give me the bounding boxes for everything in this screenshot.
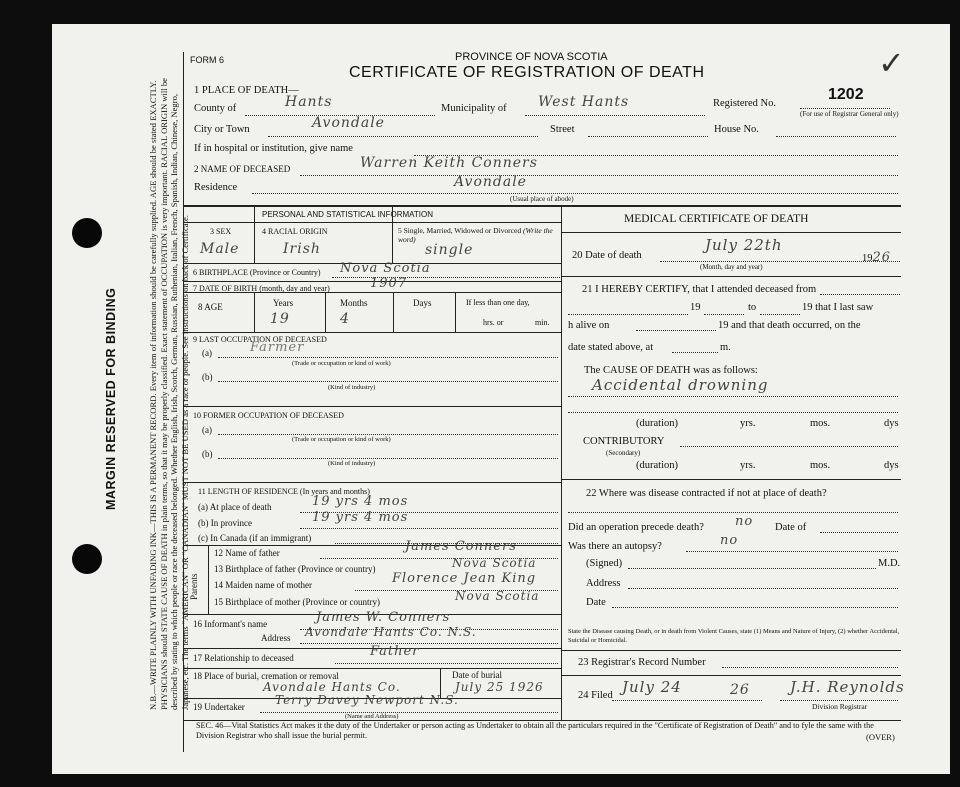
relationship-line: [335, 663, 558, 664]
former-occ-b-line: [218, 458, 558, 459]
undertaker-label: 19 Undertaker: [193, 702, 245, 712]
cause-label: The CAUSE OF DEATH was as follows:: [584, 365, 758, 376]
mother-birth-value: Nova Scotia: [455, 589, 540, 603]
birthplace-value: Nova Scotia: [340, 261, 431, 276]
last-trade-note: (Trade or occupation or kind of work): [292, 360, 391, 367]
filed-value: July 24: [622, 678, 682, 696]
form-number: FORM 6: [190, 55, 225, 65]
over-label: (OVER): [866, 732, 895, 742]
to-year-label: 19: [690, 302, 701, 313]
municipality-line: [525, 115, 705, 116]
house-line: [776, 136, 896, 137]
binding-margin-title: MARGIN RESERVED FOR BINDING: [104, 287, 118, 510]
residence-divider: [183, 482, 561, 483]
secondary-note: (Secondary): [606, 449, 641, 457]
municipality-value: West Hants: [538, 94, 630, 110]
medical-heading-line: [561, 232, 901, 233]
county-value: Hants: [285, 94, 333, 110]
contracted-top-line: [561, 479, 901, 480]
former-occ-b: (b): [202, 449, 213, 459]
undertaker-value: Terry Davey Newport N.S.: [275, 693, 459, 707]
father-birth-value: Nova Scotia: [452, 556, 537, 570]
personal-vline1: [254, 205, 255, 263]
certify-line2c: [760, 314, 800, 315]
length-residence-heading: 11 LENGTH OF RESIDENCE (In years and months): [198, 487, 370, 496]
contracted-line: [568, 512, 898, 513]
parents-side-label: Parents: [189, 573, 199, 600]
marital-label: 5 Single, Married, Widowed or Divorced: [398, 226, 522, 235]
md-label: M.D.: [878, 558, 901, 569]
margin-instructions: N.B.—WRITE PLAINLY WITH UNFADING INK—THIS IS A PERMANENT RECORD. Every item of information should be carefully supplied. AGE should be stated EXACTLY. PHYSICIANS should STATE CAUSE OF DEATH in plain terms, so that it may be properly classified. Exact statement of OCCUPATION is very important. RACIAL ORIGIN will be described by stating to which people or race the deceased belonged. Whether English, Irish, Scotch, German, Russian, Ruthenian, Italian, French, Spanish, Indian, Chinese, Negro, Japanese, etc. The terms "AMERICAN" OR "CANADIAN" MUST NOT BE USED as a race or people. See instructions on back of Certificate.: [148, 78, 190, 710]
certify-line2b: [704, 314, 744, 315]
medical-heading: MEDICAL CERTIFICATE OF DEATH: [624, 213, 809, 225]
undertaker-note: (Name and Address): [345, 713, 399, 720]
age-vline1: [254, 292, 255, 332]
marital-label-wrap: [398, 226, 558, 244]
marital-value: single: [425, 242, 474, 258]
contracted-label: 22 Where was disease contracted if not at place of death?: [586, 488, 827, 499]
hospital-label: If in hospital or institution, give name: [194, 143, 353, 154]
death-date-note: (Month, day and year): [700, 263, 763, 271]
filed-year-value: 26: [730, 682, 750, 698]
parents-side-vline: [208, 545, 209, 615]
mother-birth-label: 15 Birthplace of mother (Province or country): [214, 597, 380, 607]
death-year-prefix: 19: [862, 253, 873, 264]
alive-on-label: h alive on: [568, 320, 610, 331]
father-name-value: James Conners: [405, 539, 517, 554]
certify-from-line: [820, 294, 900, 295]
last-occupation-value: Farmer: [250, 340, 305, 355]
filed-signature: J.H. Reynolds: [790, 678, 905, 696]
last-occ-b-line: [218, 381, 558, 382]
city-value: Avondale: [312, 115, 385, 131]
min-label: min.: [535, 318, 550, 327]
column-divider: [561, 205, 562, 720]
record-top-line: [561, 650, 901, 651]
deceased-name-line: [300, 175, 898, 176]
registered-number: 1202: [828, 86, 864, 103]
duration2-yrs-label: yrs.: [740, 460, 756, 471]
operation-value: no: [735, 514, 754, 529]
mother-name-value: Florence Jean King: [392, 571, 537, 586]
city-label: City or Town: [194, 124, 250, 135]
burial-place-value: Avondale Hants Co.: [263, 680, 401, 694]
last-industry-note: (Kind of industry): [328, 384, 376, 391]
certificate-title: CERTIFICATE OF REGISTRATION OF DEATH: [349, 64, 705, 81]
last-saw-label: 19 that I last saw: [802, 302, 874, 313]
county-label: County of: [194, 103, 237, 114]
former-occupation-label: 10 FORMER OCCUPATION OF DECEASED: [193, 411, 344, 420]
death-year-value: 26: [872, 250, 892, 265]
informant-address-line: [300, 643, 558, 644]
age-vline2: [325, 292, 326, 332]
street-label: Street: [550, 124, 575, 135]
at-place-value: 19 yrs 4 mos: [312, 494, 409, 509]
violent-causes-note: State the Disease causing Death, or in death from Violent Causes, state (1) Means and Nature of Injury, (2) whether Accidental, Suicidal or Homicidal.: [568, 628, 900, 644]
date-stated-label: date stated above, at: [568, 342, 654, 353]
months-label: Months: [340, 298, 368, 308]
cause-line1: [568, 396, 898, 397]
cause-line2: [568, 412, 898, 413]
burial-top-line: [183, 668, 561, 669]
form-left-border: [183, 52, 184, 752]
father-name-label: 12 Name of father: [214, 548, 280, 558]
filed-top-line: [561, 675, 901, 676]
former-occ-a-line: [218, 434, 558, 435]
record-number-line: [722, 667, 898, 668]
relationship-value: Father: [370, 644, 420, 659]
personal-info-heading: PERSONAL AND STATISTICAL INFORMATION: [262, 210, 433, 219]
to-label: to: [748, 302, 757, 313]
certify-label: 21 I HEREBY CERTIFY, that I attended deceased from: [582, 284, 817, 295]
years-label: Years: [273, 298, 294, 308]
mother-name-label: 14 Maiden name of mother: [214, 580, 312, 590]
medical-date-line: [612, 607, 898, 608]
less-than-day-label: If less than one day,: [466, 298, 530, 307]
last-occupation-label: 9 LAST OCCUPATION OF DECEASED: [193, 335, 327, 344]
city-line: [268, 136, 538, 137]
deceased-name-label: 2 NAME OF DECEASED: [194, 164, 291, 174]
residence-line: [252, 193, 898, 194]
last-occ-b: (b): [202, 372, 213, 382]
informant-name-value: James W. Conners: [316, 610, 451, 625]
main-grid-top: [183, 205, 901, 207]
death-date-label: 20 Date of death: [572, 250, 642, 261]
sex-label: 3 SEX: [210, 227, 232, 236]
informant-address-value: Avondale Hants Co. N.S.: [305, 625, 477, 639]
former-industry-note: (Kind of industry): [328, 460, 376, 467]
operation-date-label: Date of: [775, 522, 807, 533]
duration-dys-label: dys: [884, 418, 899, 429]
autopsy-value: no: [720, 533, 739, 548]
autopsy-label: Was there an autopsy?: [568, 541, 662, 552]
last-occ-a: (a): [202, 348, 212, 358]
deceased-name-value: Warren Keith Conners: [360, 155, 538, 171]
death-date-value: July 22th: [705, 236, 783, 254]
duration-yrs-label: yrs.: [740, 418, 756, 429]
filed-line: [612, 700, 762, 701]
certify-top-line: [561, 276, 901, 277]
medical-address-label: Address: [586, 578, 621, 589]
years-value: 19: [270, 311, 290, 327]
age-vline3: [393, 292, 394, 332]
in-province-label: (b) In province: [198, 518, 252, 528]
father-birth-label: 13 Birthplace of father (Province or country): [214, 564, 376, 574]
certify-line2a: [568, 314, 688, 315]
burial-place-label: 18 Place of burial, cremation or removal: [193, 671, 339, 681]
sex-value: Male: [200, 241, 240, 257]
birthplace-label: 6 BIRTHPLACE (Province or Country): [193, 268, 321, 277]
filed-label: 24 Filed: [578, 690, 613, 701]
personal-row4-line: [183, 292, 561, 293]
in-province-value: 19 yrs 4 mos: [312, 510, 409, 525]
marital-note: (Write the word): [398, 226, 553, 244]
months-value: 4: [340, 311, 350, 327]
medical-address-line: [628, 588, 898, 589]
check-mark: ✓: [878, 45, 905, 81]
age-vline4: [455, 292, 456, 332]
alive-on-line: [636, 330, 716, 331]
registered-label: Registered No.: [713, 98, 776, 109]
death-year-wrap: [862, 250, 891, 265]
record-number-label: 23 Registrar's Record Number: [578, 657, 706, 668]
signed-label: (Signed): [586, 558, 623, 569]
registered-line: [800, 108, 890, 109]
race-value: Irish: [283, 241, 321, 257]
operation-date-line: [820, 532, 898, 533]
dob-value: 1907: [370, 276, 408, 291]
contributory-line: [680, 446, 898, 447]
house-label: House No.: [714, 124, 759, 135]
medical-date-label: Date: [586, 597, 606, 608]
birthplace-line: [332, 277, 560, 278]
duration-label: (duration): [636, 418, 678, 429]
days-label: Days: [413, 298, 432, 308]
last-occ-a-line: [218, 357, 558, 358]
contributory-label: CONTRIBUTORY: [583, 436, 665, 447]
burial-date-label: Date of burial: [452, 670, 502, 680]
relationship-label: 17 Relationship to deceased: [193, 653, 294, 663]
duration2-label: (duration): [636, 460, 678, 471]
cause-value: Accidental drowning: [592, 376, 769, 394]
date-stated-line: [672, 352, 718, 353]
registrar-sign-line: [780, 700, 898, 701]
informant-address-label: Address: [261, 633, 291, 643]
hrs-label: hrs. or: [483, 318, 504, 327]
race-label: 4 RACIAL ORIGIN: [262, 227, 328, 236]
informant-name-label: 16 Informant's name: [193, 619, 268, 629]
residence-value: Avondale: [454, 174, 527, 190]
at-place-label: (a) At place of death: [198, 502, 272, 512]
registrar-note: (For use of Registrar General only): [800, 110, 899, 118]
duration-mos-label: mos.: [810, 418, 831, 429]
operation-label: Did an operation precede death?: [568, 522, 704, 533]
personal-vline2: [392, 205, 393, 263]
in-province-line: [300, 528, 558, 529]
division-registrar-note: Division Registrar: [812, 702, 868, 711]
duration2-mos-label: mos.: [810, 460, 831, 471]
in-canada-label: (c) In Canada (if an immigrant): [198, 533, 312, 543]
sec46-note: SEC. 46—Vital Statistics Act makes it the duty of the Undertaker or person acting as Undertaker to obtain all the particulars required in the "Certificate of Registration of Death" and to fyle the same with the Division Registrar who shall issue the burial permit.: [196, 721, 874, 740]
province-heading: PROVINCE OF NOVA SCOTIA: [455, 51, 608, 63]
abode-note: (Usual place of abode): [510, 195, 574, 203]
duration2-dys-label: dys: [884, 460, 899, 471]
binding-hole-top: [72, 218, 102, 248]
am-pm-label: m.: [720, 342, 731, 353]
autopsy-line: [686, 551, 898, 552]
dob-label: 7 DATE OF BIRTH (month, day and year): [193, 284, 330, 293]
occurred-label: 19 and that death occurred, on the: [718, 320, 861, 331]
place-of-death-heading: 1 PLACE OF DEATH—: [194, 85, 299, 96]
personal-row1-line: [183, 222, 561, 223]
residence-label: Residence: [194, 182, 238, 193]
former-trade-note: (Trade or occupation or kind of work): [292, 436, 391, 443]
street-line: [588, 136, 708, 137]
signed-line: [628, 568, 876, 569]
former-occ-a: (a): [202, 425, 212, 435]
burial-date-value: July 25 1926: [455, 680, 544, 694]
occupation-divider: [183, 406, 561, 407]
municipality-label: Municipality of: [441, 103, 507, 114]
age-row-bottom: [183, 332, 561, 333]
binding-hole-bottom: [72, 544, 102, 574]
undertaker-line: [260, 712, 558, 713]
age-label: 8 AGE: [198, 302, 223, 312]
